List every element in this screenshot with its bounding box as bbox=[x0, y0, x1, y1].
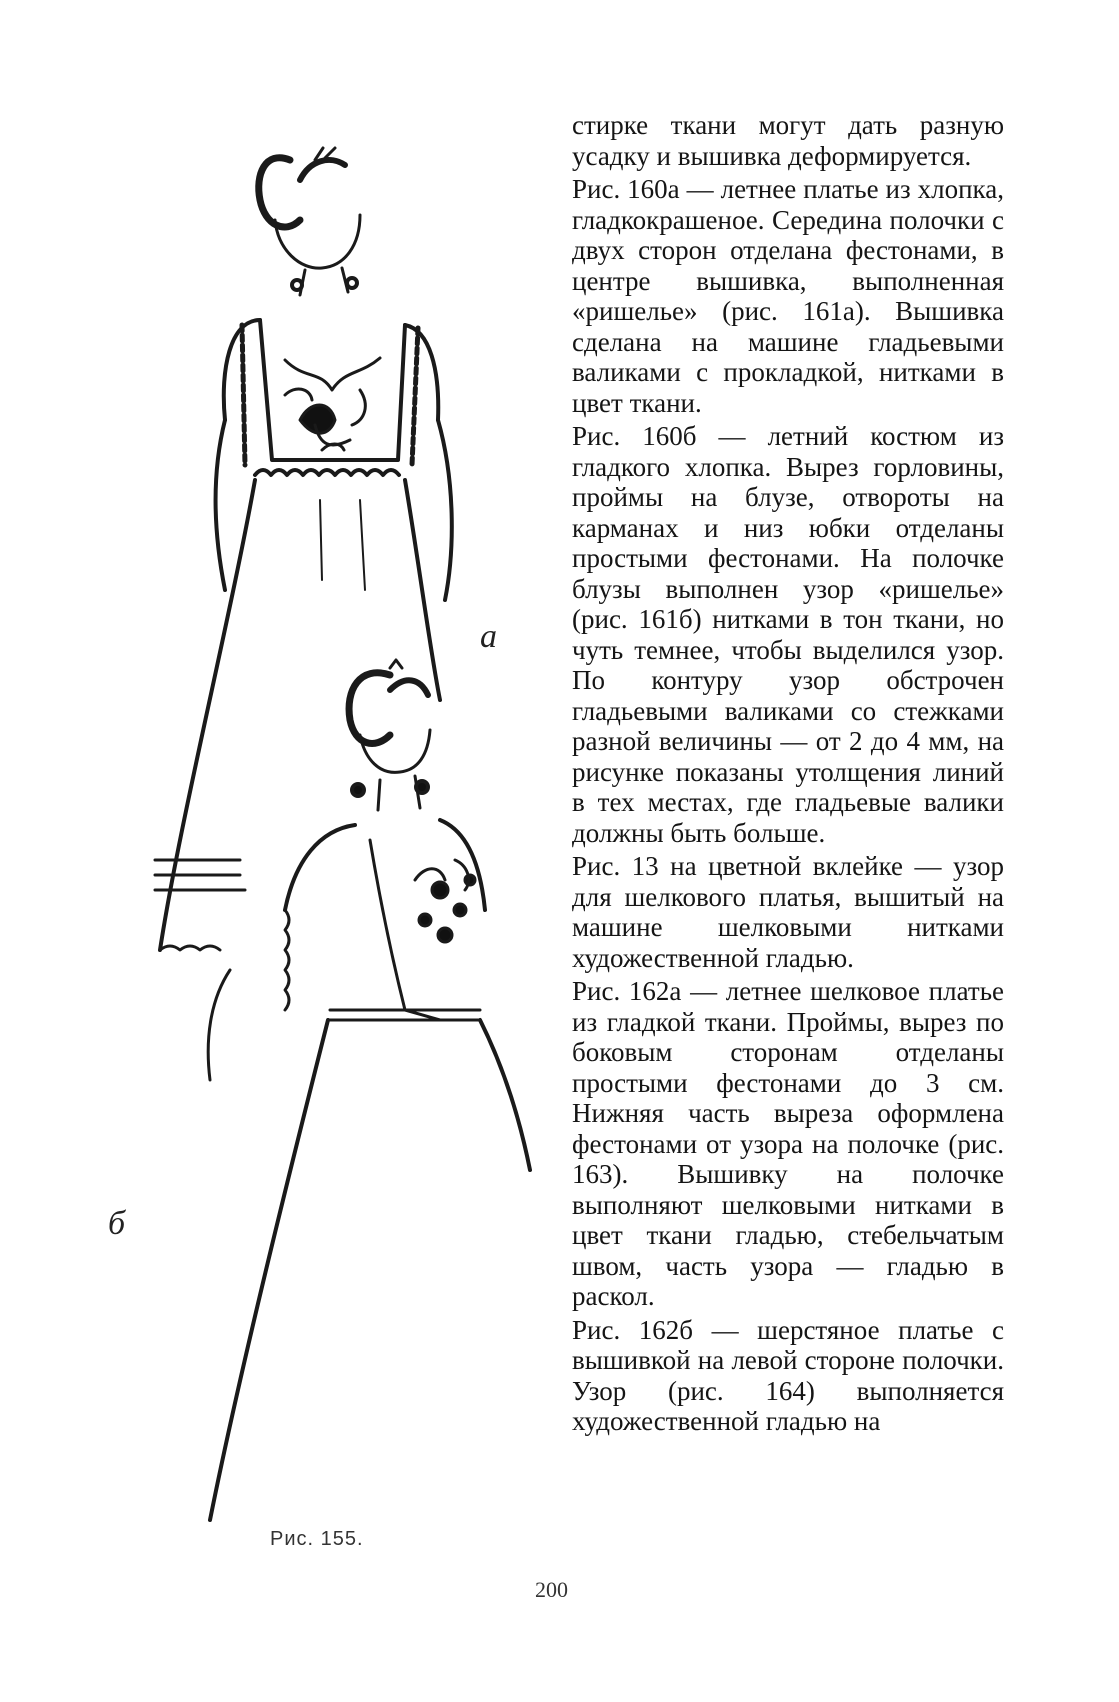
paragraph: Рис. 160а — летнее платье из хлопка, гладкокрашеное. Середина полочки с двух сторон отделана фестонами, в центре вышивка, выполненная «ришелье» (рис. 161а). Вышивка сделана на машине гладьевыми валиками с прокладкой, нитками в цвет ткани. bbox=[572, 174, 1004, 418]
paragraph: Рис. 13 на цветной вклейке — узор для шелкового платья, вышитый на машине шелковыми нитками художественной гладью. bbox=[572, 851, 1004, 973]
page-number: 200 bbox=[535, 1577, 568, 1602]
paragraph: Рис. 162а — летнее шелковое платье из гладкой ткани. Проймы, вырез по боковым сторонам отделаны простыми фестонами до 3 см. Нижняя часть выреза оформлена фестонами от узора на полочке (рис. 163). Вышивку на полочке выполняют шелковыми нитками в цвет ткани гладью, стебельчатым швом, часть узора — гладью в раскол. bbox=[572, 976, 1004, 1311]
sketch-b-summer-suit bbox=[208, 660, 530, 1520]
paragraph: стирке ткани могут дать разную усадку и вышивка деформируется. bbox=[572, 110, 1004, 171]
dress-sketches bbox=[60, 120, 580, 1570]
figure-caption: Рис. 155. bbox=[270, 1528, 364, 1550]
body-text-column bbox=[572, 110, 1004, 1440]
fashion-illustration bbox=[60, 120, 580, 1570]
paragraph: Рис. 160б — летний костюм из гладкого хлопка. Вырез горловины, проймы на блузе, отвороты на карманах и низ юбки отделаны простыми фестонами. На полочке блузы выполнен узор «ришелье» (рис. 161б) нитками в тон ткани, но чуть темнее, чтобы выделился узор. По контуру узор обстрочен гладьевыми валиками со стежками разной величины — от 2 до 4 мм, на рисунке показаны утолщения линий в тех местах, где гладьевые валики должны быть больше. bbox=[572, 421, 1004, 848]
figure-label-a: а bbox=[480, 618, 497, 655]
figure-label-b: б bbox=[108, 1205, 126, 1242]
paragraph: Рис. 162б — шерстяное платье с вышивкой на левой стороне полочки. Узор (рис. 164) выполняется художественной гладью на bbox=[572, 1314, 1004, 1436]
sketch-a-summer-dress bbox=[155, 148, 452, 950]
